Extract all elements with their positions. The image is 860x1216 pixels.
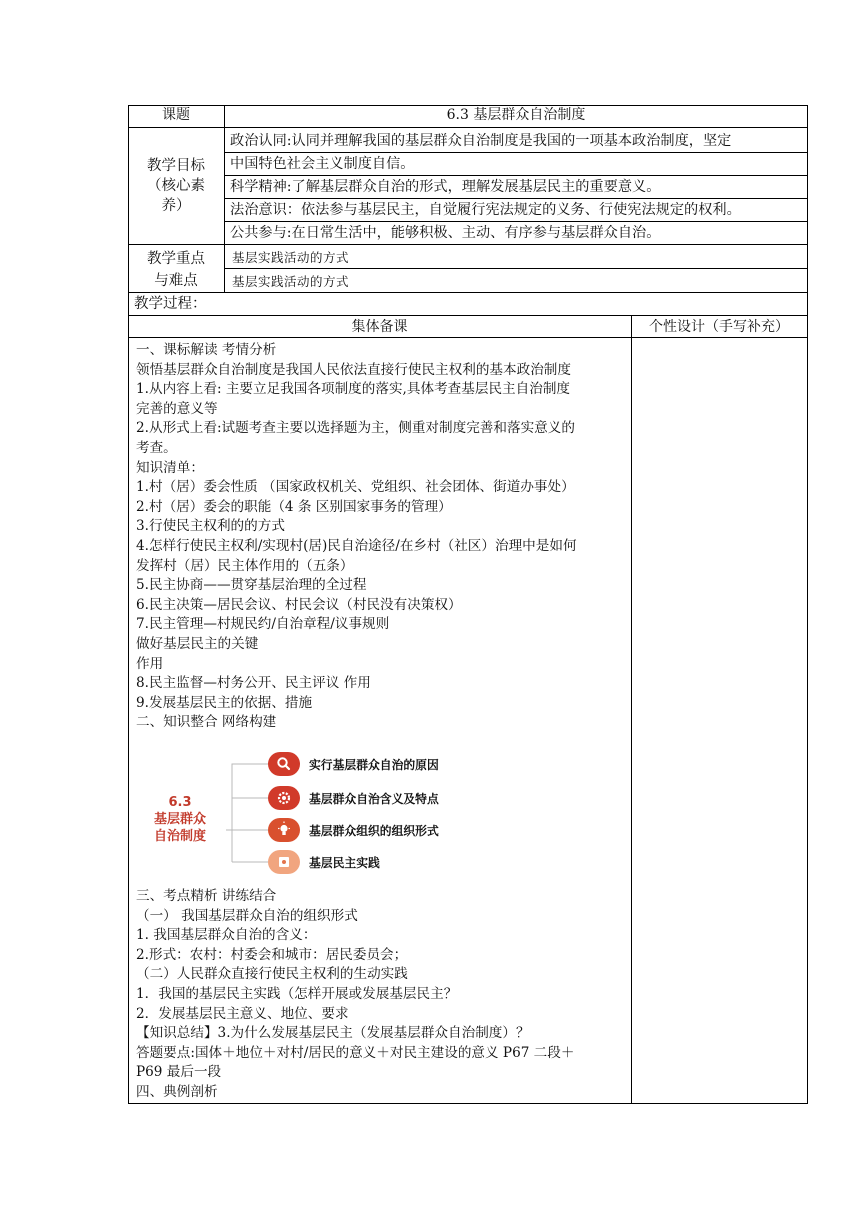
objectives-label-line: （核心素: [147, 178, 205, 194]
content-line: 完善的意义等: [136, 400, 218, 417]
content-line: 1.村（居）委会性质 （国家政权机关、党组织、社会团体、街道办事处）: [136, 479, 575, 496]
column-header-collective: 集体备课: [351, 319, 408, 335]
diagram-center-line: 自治制度: [153, 829, 206, 844]
knowledge-network-diagram: [138, 744, 478, 884]
objective-political: [230, 130, 731, 175]
document-icon: [268, 850, 300, 874]
topic-label: 课题: [162, 107, 190, 123]
key-point: 基层实践活动的方式: [232, 250, 350, 265]
objective-science: 科学精神:了解基层群众自治的形式，理解发展基层民主的重要意义。: [230, 179, 661, 195]
content-line: （二）人民群众直接行使民主权利的生动实践: [136, 966, 408, 983]
content-line: 2．发展基层民主意义、地位、要求: [136, 1005, 349, 1022]
content-line: 7.民主管理—村规民约/自治章程/议事规则: [136, 616, 390, 633]
objectives-label: [128, 156, 224, 216]
diagram-branch-label: 基层民主实践: [309, 856, 380, 870]
content-line: 二、知识整合 网络构建: [136, 714, 277, 731]
content-line: 领悟基层群众自治制度是我国人民依法直接行使民主权利的基本政治制度: [136, 361, 571, 378]
content-line: 四、典例剖析: [136, 1083, 218, 1100]
process-label: 教学过程：: [134, 296, 207, 312]
diagram-center-title: [138, 794, 222, 845]
content-line: 三、考点精析 讲练结合: [136, 888, 277, 904]
content-line: 6.民主决策—居民会议、村民会议（村民没有决策权）: [136, 596, 462, 613]
content-line: 8.民主监督—村务公开、民主评议 作用: [136, 675, 371, 692]
content-line: 2.形式：农村：村委会和城市：居民委员会；: [136, 946, 408, 963]
lightbulb-icon: [268, 818, 300, 842]
topic-title: 6.3 基层群众自治制度: [446, 107, 586, 123]
objective-participation: 公共参与:在日常生活中，能够积极、主动、有序参与基层群众自治。: [230, 225, 661, 241]
content-line: 2.从形式上看:试题考查主要以选择题为主，侧重对制度完善和落实意义的: [136, 420, 575, 437]
content-line: 2.村（居）委会的职能（4 条 区别国家事务的管理）: [136, 498, 452, 515]
key-points-label: [128, 248, 224, 292]
key-points-label-line: 教学重点: [147, 251, 205, 267]
gear-icon: [268, 786, 300, 810]
content-line: 5.民主协商——贯穿基层治理的全过程: [136, 577, 367, 594]
objectives-label-line: 养）: [161, 198, 191, 214]
lesson-content-part2: [136, 887, 629, 1103]
content-line: 9.发展基层民主的依据、措施: [136, 694, 313, 711]
diagram-branch-label: 基层群众组织的组织形式: [309, 824, 439, 838]
content-line: 一、课标解读 考情分析: [136, 342, 277, 358]
content-line: 作用: [136, 655, 164, 672]
content-line: 考查。: [136, 439, 177, 456]
content-line: 1. 我国基层群众自治的含义：: [136, 927, 317, 944]
diagram-center-line: 6.3: [168, 795, 192, 810]
content-line: 【知识总结】3.为什么发展基层民主（发展基层群众自治制度）？: [136, 1025, 530, 1042]
content-line: 3.行使民主权利的的方式: [136, 518, 285, 535]
objective-law: 法治意识：依法参与基层民主，自觉履行宪法规定的义务、行使宪法规定的权利。: [230, 202, 741, 218]
content-line: 4.怎样行使民主权利/实现村(居)民自治途径/在乡村（社区）治理中是如何: [136, 537, 577, 554]
content-line: （一） 我国基层群众自治的组织形式: [136, 907, 358, 924]
lesson-content-part1: [136, 341, 629, 733]
content-line: 1．我国的基层民主实践（怎样开展或发展基层民主？: [136, 985, 458, 1002]
objectives-label-line: 教学目标: [147, 158, 205, 174]
difficult-point: 基层实践活动的方式: [232, 274, 350, 289]
diagram-center-line: 基层群众: [153, 812, 206, 827]
search-icon: [268, 752, 300, 776]
content-line: 1.从内容上看: 主要立足我国各项制度的落实,具体考查基层民主自治制度: [136, 381, 571, 398]
key-points-label-line: 与难点: [154, 273, 198, 289]
content-line: 做好基层民主的关键: [136, 635, 259, 652]
diagram-branch-label: 基层群众自治含义及特点: [309, 792, 439, 806]
diagram-branch-label: 实行基层群众自治的原因: [309, 758, 439, 772]
objective-line: 政治认同:认同并理解我国的基层群众自治制度是我国的一项基本政治制度，坚定: [230, 133, 732, 149]
content-line: P69 最后一段: [136, 1064, 222, 1081]
content-line: 答题要点:国体＋地位＋对村/居民的意义＋对民主建设的意义 P67 二段＋: [136, 1044, 575, 1061]
column-header-personal: 个性设计（手写补充）: [649, 319, 789, 335]
objective-line: 中国特色社会主义制度自信。: [230, 155, 415, 172]
content-line: 发挥村（居）民主体作用的（五条）: [136, 557, 354, 574]
content-line: 知识清单：: [136, 459, 204, 476]
